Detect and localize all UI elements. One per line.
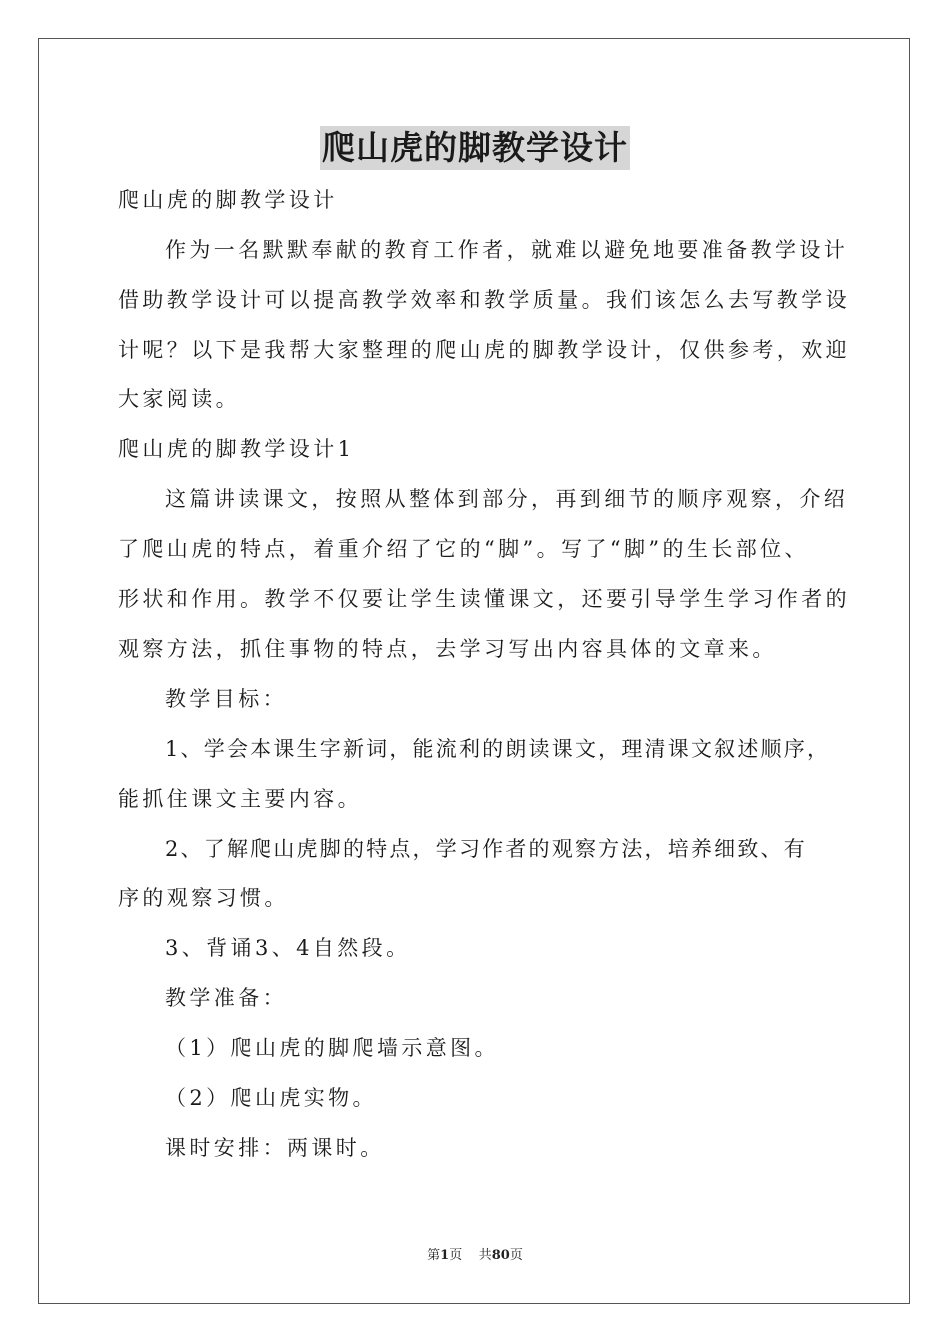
footer-total-suffix: 页 bbox=[509, 1248, 523, 1263]
footer-total-number: 80 bbox=[491, 1248, 510, 1263]
paragraph-line: 借助教学设计可以提高教学效率和教学质量。我们该怎么去写教学设 bbox=[118, 288, 850, 312]
document-title-text: 爬山虎的脚教学设计 bbox=[320, 126, 630, 170]
paragraph-line: 计呢？以下是我帮大家整理的爬山虎的脚教学设计，仅供参考，欢迎 bbox=[118, 338, 850, 362]
page-frame bbox=[38, 38, 910, 1304]
footer-page-prefix: 第 bbox=[427, 1248, 441, 1263]
paragraph-line: 序的观察习惯。 bbox=[118, 886, 289, 910]
paragraph-line: 作为一名默默奉献的教育工作者，就难以避免地要准备教学设计 bbox=[165, 238, 849, 262]
subtitle-line: 爬山虎的脚教学设计 bbox=[118, 188, 338, 212]
document-title bbox=[0, 126, 950, 170]
paragraph-line: 这篇讲读课文，按照从整体到部分，再到细节的顺序观察，介绍 bbox=[165, 487, 849, 511]
paragraph-line: 了爬山虎的特点，着重介绍了它的“脚”。写了“脚”的生长部位、 bbox=[118, 537, 809, 561]
section-heading: 爬山虎的脚教学设计1 bbox=[118, 437, 355, 461]
paragraph-line: 课时安排：两课时。 bbox=[165, 1136, 385, 1160]
footer-page-number: 1 bbox=[440, 1248, 450, 1263]
list-item: （2）爬山虎实物。 bbox=[165, 1086, 377, 1110]
list-item: （1）爬山虎的脚爬墙示意图。 bbox=[165, 1036, 499, 1060]
list-item: 1、学会本课生字新词，能流利的朗读课文，理清课文叙述顺序， bbox=[165, 737, 831, 761]
paragraph-line: 大家阅读。 bbox=[118, 387, 240, 411]
paragraph-line: 形状和作用。教学不仅要让学生读懂课文，还要引导学生学习作者的 bbox=[118, 587, 850, 611]
subsection-label: 教学准备： bbox=[165, 986, 287, 1010]
subsection-label: 教学目标： bbox=[165, 687, 287, 711]
page-footer bbox=[0, 1246, 950, 1266]
paragraph-line: 观察方法，抓住事物的特点，去学习写出内容具体的文章来。 bbox=[118, 637, 777, 661]
list-item: 2、了解爬山虎脚的特点，学习作者的观察方法，培养细致、有 bbox=[165, 837, 807, 861]
footer-page-suffix: 页 bbox=[449, 1248, 463, 1263]
list-item: 3、背诵3、4自然段。 bbox=[165, 936, 411, 960]
paragraph-line: 能抓住课文主要内容。 bbox=[118, 787, 362, 811]
footer-total-prefix: 共 bbox=[478, 1248, 492, 1263]
